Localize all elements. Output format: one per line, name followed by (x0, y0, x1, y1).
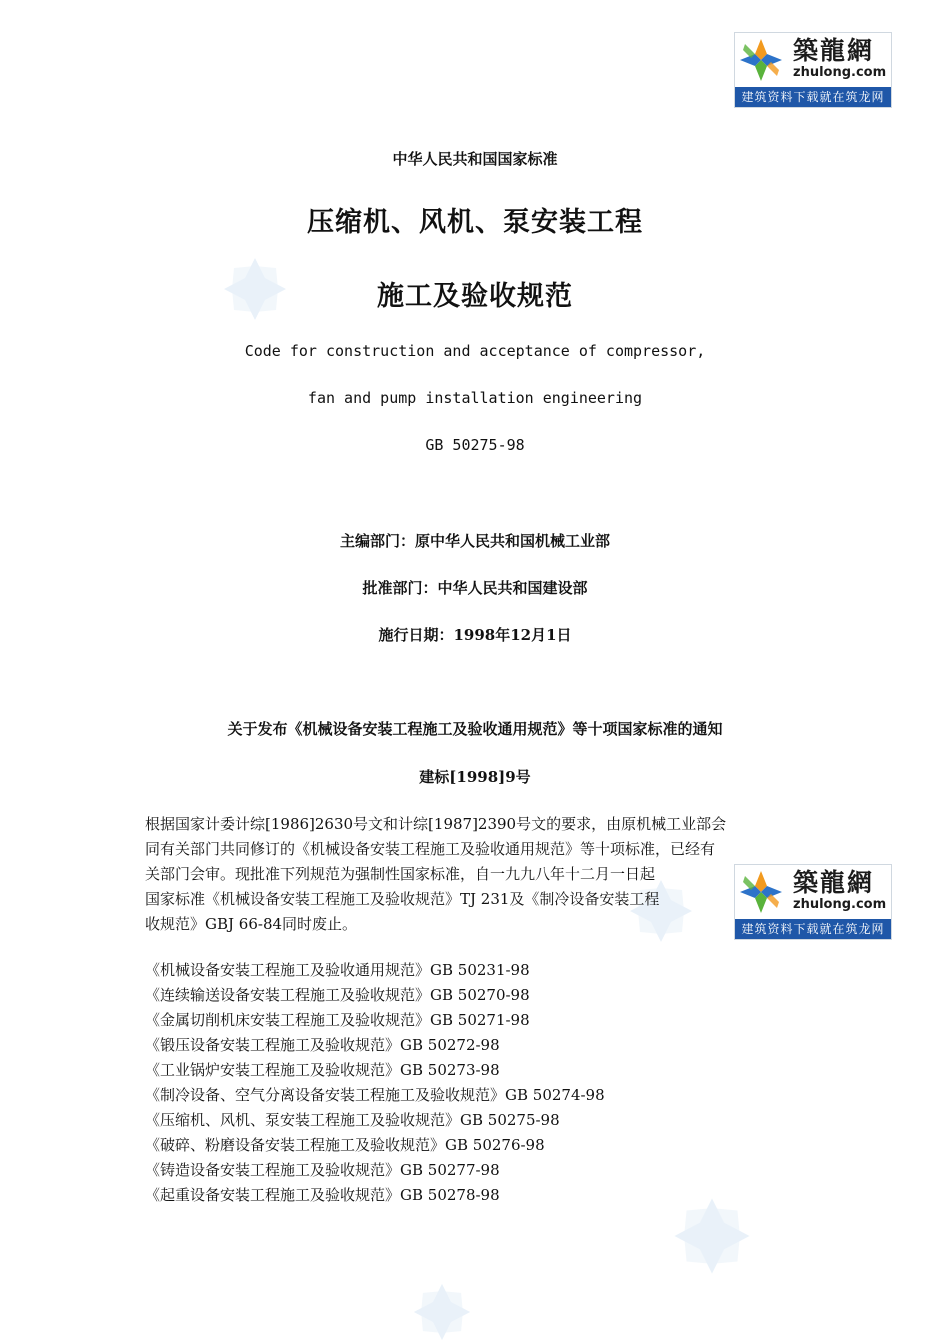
notice-title: 关于发布《机械设备安装工程施工及验收通用规范》等十项国家标准的通知 (227, 720, 723, 738)
title-line-1: 压缩机、风机、泵安装工程 (307, 207, 643, 238)
notice-body (145, 812, 810, 937)
list-item: 《铸造设备安装工程施工及验收规范》GB 50277-98 (145, 1161, 500, 1179)
list-item: 《压缩机、风机、泵安装工程施工及验收规范》GB 50275-98 (145, 1111, 560, 1129)
notice-body-line: 根据国家计委计综[1986]2630号文和计综[1987]2390号文的要求，由原机械工业部会 (145, 815, 727, 833)
standard-type: 中华人民共和国国家标准 (392, 150, 558, 168)
notice-body-line: 国家标准《机械设备安装工程施工及验收规范》TJ 231及《制冷设备安装工程 (145, 890, 660, 908)
standard-code: GB 50275-98 (425, 436, 525, 454)
list-item: 《锻压设备安装工程施工及验收规范》GB 50272-98 (145, 1036, 500, 1054)
logo-name: 築龍網 (793, 868, 875, 897)
watermark-icon (672, 1196, 752, 1276)
logo-top (735, 33, 891, 87)
watermark-icon (412, 1282, 472, 1342)
standards-list (145, 958, 765, 1208)
list-item: 《制冷设备、空气分离设备安装工程施工及验收规范》GB 50274-98 (145, 1086, 605, 1104)
notice-body-line: 同有关部门共同修订的《机械设备安装工程施工及验收通用规范》等十项标准，已经有 (145, 840, 716, 858)
title-line-2: 施工及验收规范 (377, 281, 573, 312)
logo-name: 築龍網 (793, 36, 875, 65)
logo-domain: zhulong.com (793, 65, 887, 80)
logo-tagline: 建筑资料下载就在筑龙网 (735, 919, 891, 939)
title-en-line-1: Code for construction and acceptance of compressor, (244, 342, 706, 360)
notice-body-line: 收规范》GBJ 66-84同时废止。 (145, 915, 358, 933)
list-item: 《工业锅炉安装工程施工及验收规范》GB 50273-98 (145, 1061, 500, 1079)
editor-department: 主编部门：原中华人民共和国机械工业部 (339, 532, 610, 550)
zhulong-logo-icon (739, 38, 783, 82)
list-item: 《连续输送设备安装工程施工及验收规范》GB 50270-98 (145, 986, 530, 1004)
list-item: 《破碎、粉磨设备安装工程施工及验收规范》GB 50276-98 (145, 1136, 545, 1154)
list-item: 《金属切削机床安装工程施工及验收规范》GB 50271-98 (145, 1011, 530, 1029)
list-item: 《起重设备安装工程施工及验收规范》GB 50278-98 (145, 1186, 500, 1204)
notice-number: 建标[1998]9号 (419, 768, 531, 786)
notice-body-line: 关部门会审。现批准下列规范为强制性国家标准，自一九九八年十二月一日起 (145, 865, 656, 883)
list-item: 《机械设备安装工程施工及验收通用规范》GB 50231-98 (145, 961, 530, 979)
effective-date: 施行日期：1998年12月1日 (378, 626, 572, 644)
zhulong-logo (734, 32, 892, 108)
logo-domain: zhulong.com (793, 897, 887, 912)
logo-tagline: 建筑资料下载就在筑龙网 (735, 87, 891, 107)
approver-department: 批准部门：中华人民共和国建设部 (362, 579, 588, 597)
title-en-line-2: fan and pump installation engineering (307, 389, 643, 407)
